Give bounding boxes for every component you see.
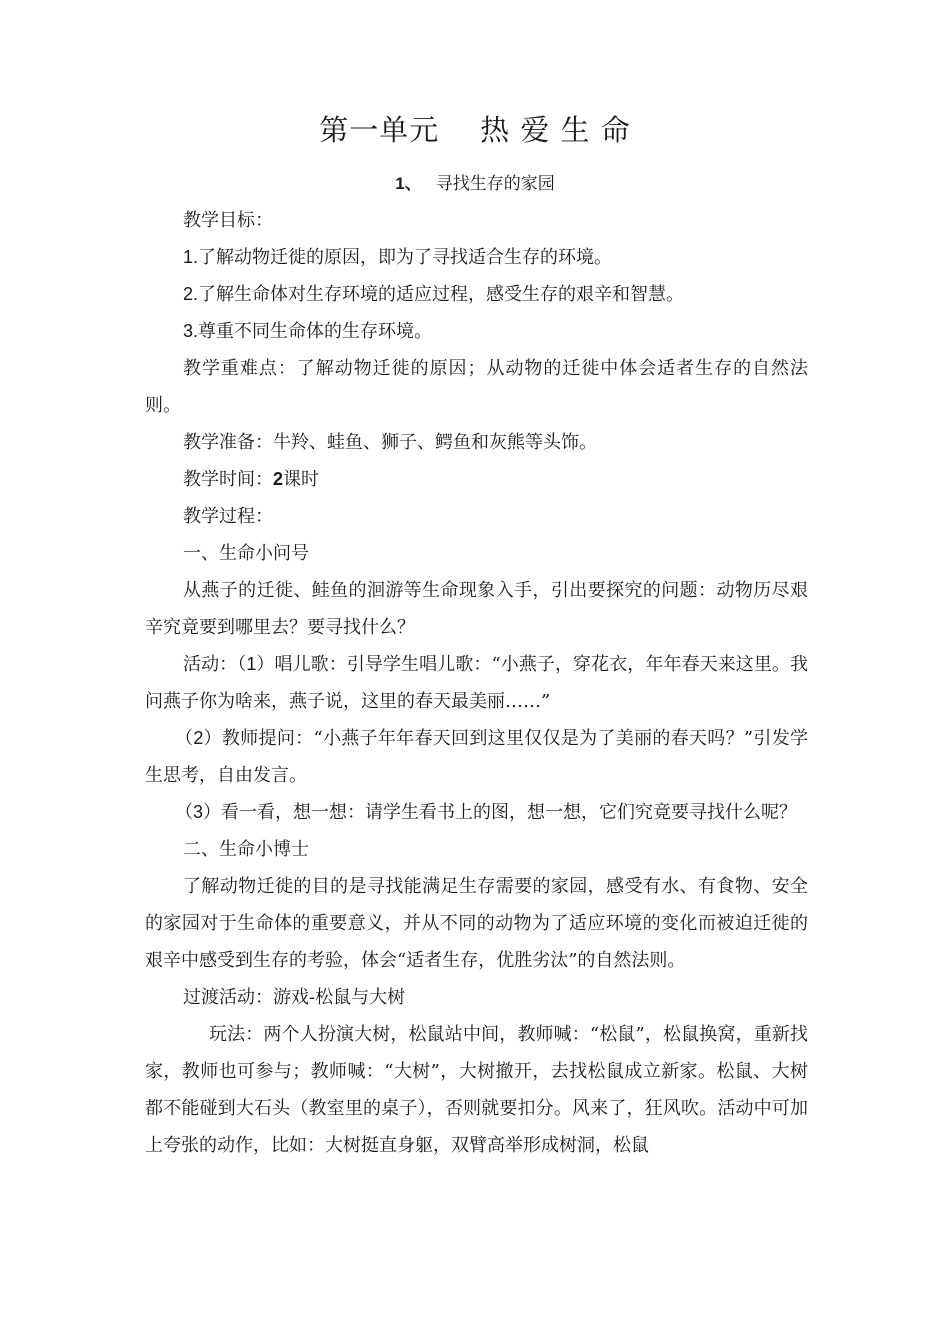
- activity-number: 1: [246, 654, 257, 674]
- preparation-paragraph: 教学准备：牛羚、蛙鱼、狮子、鳄鱼和灰熊等头饰。: [183, 432, 597, 453]
- section-intro-paragraph: 从燕子的迁徙、鲑鱼的洄游等生命现象入手，引出要探究的问题：动物历尽艰辛究竟要到哪里去？要寻找什么？: [145, 580, 808, 638]
- process-label: 教学过程：: [183, 506, 273, 527]
- objective-number: 3.: [183, 321, 199, 341]
- objective-number: 1.: [183, 247, 199, 267]
- activity-text: ）看一看，想一想：请学生看书上的图，想一想，它们究竟要寻找什么呢？: [203, 802, 798, 823]
- activity-number: 2: [193, 728, 204, 748]
- objective-item: [145, 276, 808, 313]
- lesson-title-text: 寻找生存的家园: [435, 174, 555, 194]
- key-points-paragraph: 教学重难点：了解动物迁徙的原因；从动物的迁徙中体会适者生存的自然法则。: [145, 358, 808, 416]
- document-body: [145, 202, 808, 1164]
- time-paragraph: [145, 461, 808, 498]
- activity-prefix: 活动：（: [183, 654, 247, 675]
- activity-text: ）教师提问：“小燕子年年春天回到这里仅仅是为了美丽的春天吗？”引发学生思考，自由发言。: [145, 728, 809, 786]
- section-heading: 一、生命小问号: [183, 543, 309, 564]
- activity-text: ）唱儿歌：引导学生唱儿歌：“小燕子，穿花衣，年年春天来这里。我问燕子你为啥来，燕子说，这里的春天最美丽……”: [145, 654, 809, 712]
- objective-item: [145, 313, 808, 350]
- activity-paragraph: [145, 720, 808, 794]
- activity-number: 3: [193, 802, 204, 822]
- objective-text: 了解动物迁徙的原因，即为了寻找适合生存的环境。: [198, 247, 613, 268]
- activity-paragraph: [145, 646, 808, 720]
- lesson-title: [0, 171, 950, 197]
- activity-paragraph: [145, 794, 808, 831]
- unit-title: 第一单元 热 爱 生 命: [319, 113, 631, 147]
- time-unit: 课时: [283, 469, 320, 490]
- objective-text: 了解生命体对生存环境的适应过程，感受生存的艰辛和智慧。: [198, 284, 685, 305]
- rules-paragraph: 玩法：两个人扮演大树，松鼠站中间，教师喊：“松鼠”，松鼠换窝，重新找家，教师也可参与；教师喊：“大树”，大树撤开，去找松鼠成立新家。松鼠、大树都不能碰到大石头（教室里的桌子），否则就要扣分。风来了，狂风吹。活动中可加上夸张的动作，比如：大树挺直身躯，双臂高举形成树洞，松鼠: [145, 1024, 808, 1156]
- objective-number: 2.: [183, 284, 199, 304]
- activity-prefix: （: [175, 728, 194, 749]
- objective-item: [145, 239, 808, 276]
- transition-paragraph: 过渡活动：游戏-松鼠与大树: [183, 987, 406, 1008]
- objectives-label: 教学目标：: [183, 210, 273, 231]
- lesson-number: 1、: [395, 174, 422, 193]
- time-number: 2: [273, 469, 284, 489]
- activity-prefix: （: [175, 802, 193, 823]
- time-label: 教学时间：: [183, 469, 273, 490]
- objective-text: 尊重不同生命体的生存环境。: [198, 321, 433, 342]
- section-intro-paragraph: 了解动物迁徙的目的是寻找能满足生存需要的家园，感受有水、有食物、安全的家园对于生命体的重要意义，并从不同的动物为了适应环境的变化而被迫迁徙的艰辛中感受到生存的考验，体会“适者生存，优胜劣汰”的自然法则。: [145, 876, 808, 971]
- section-heading: 二、生命小博士: [183, 839, 309, 860]
